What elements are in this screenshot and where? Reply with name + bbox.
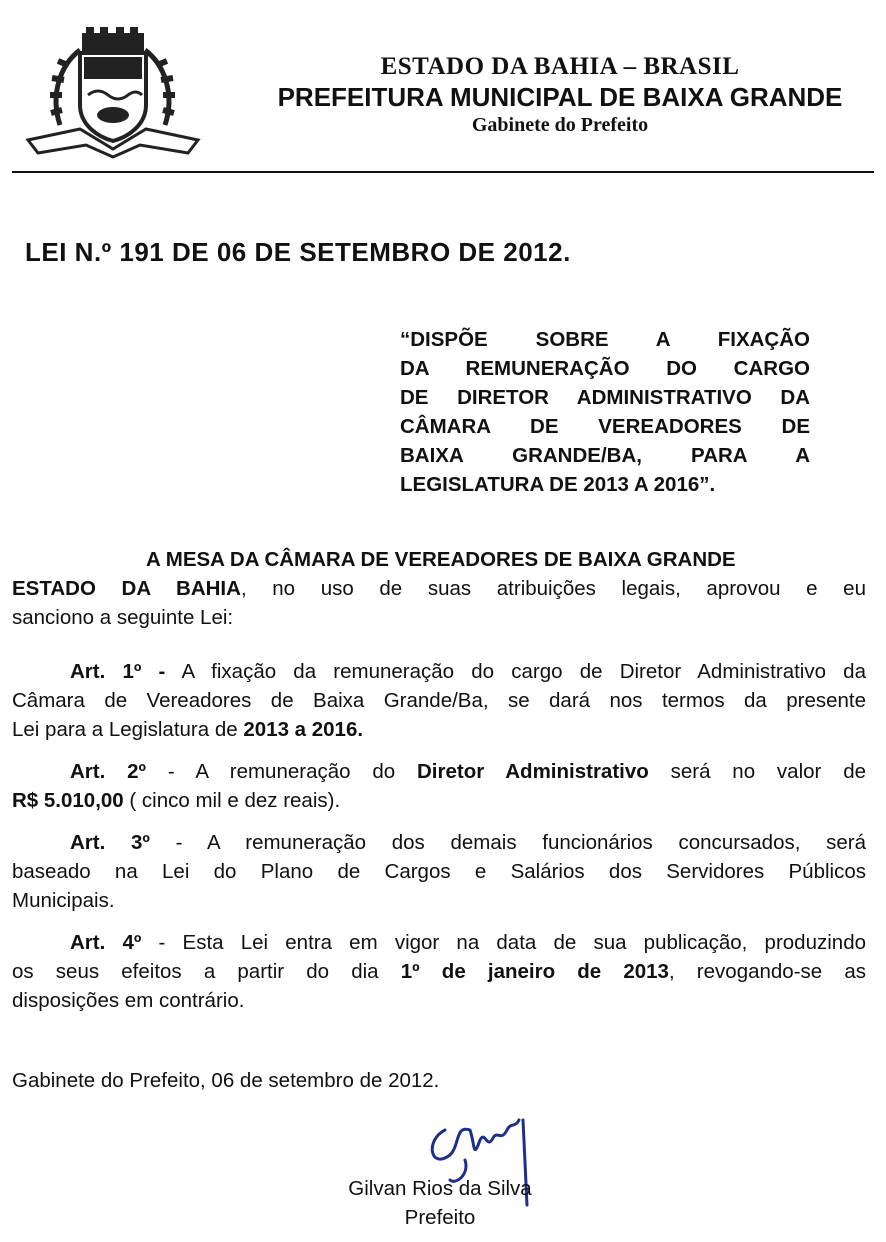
article-label: Art. 1º - — [70, 660, 166, 683]
ementa-line: “DISPÕE SOBRE A FIXAÇÃO — [400, 328, 810, 351]
article-text: - Esta Lei entra em vigor na data de sua publicação, produzindo — [141, 931, 866, 954]
preamble-bold: ESTADO DA BAHIA — [12, 577, 241, 600]
article-1 — [12, 657, 866, 744]
signer-name: Gilvan Rios da Silva — [348, 1177, 532, 1200]
article-text: Municipais. — [12, 889, 115, 912]
article-bold: 1º de janeiro de 2013 — [400, 960, 669, 983]
article-label: Art. 4º — [70, 931, 142, 954]
ementa — [400, 325, 810, 499]
article-text: Lei para a Legislatura de — [12, 718, 244, 741]
article-label: Art. 3º — [70, 831, 150, 854]
state-name: ESTADO DA BAHIA – BRASIL — [380, 53, 740, 80]
signer-title: Prefeito — [404, 1206, 476, 1229]
signer-block — [300, 1174, 580, 1232]
article-3 — [12, 828, 866, 915]
preamble-text: , no uso de suas atribuições legais, aprovou e eu — [240, 577, 866, 600]
article-text: A fixação da remuneração do cargo de Diretor Administrativo da — [165, 660, 866, 683]
article-bold: R$ 5.010,00 — [12, 789, 124, 812]
prefeitura-name: PREFEITURA MUNICIPAL DE BAIXA GRANDE — [277, 82, 843, 112]
article-2 — [12, 757, 866, 815]
ementa-line: CÂMARA DE VEREADORES DE — [400, 415, 810, 438]
coat-of-arms-icon — [20, 25, 205, 160]
law-title: LEI N.º 191 DE 06 DE SETEMBRO DE 2012. — [25, 237, 571, 267]
letterhead — [240, 52, 880, 138]
article-text: - A remuneração dos demais funcionários concursados, será — [149, 831, 867, 854]
preamble-text: sanciono a seguinte Lei: — [12, 606, 234, 629]
ementa-line: BAIXA GRANDE/BA, PARA A — [400, 444, 810, 467]
article-text: ( cinco mil e dez reais). — [123, 789, 341, 812]
gabinete-name: Gabinete do Prefeito — [471, 114, 649, 136]
article-text: será no valor de — [648, 760, 866, 783]
article-text: os seus efeitos a partir do dia — [12, 960, 401, 983]
article-text: baseado na Lei do Plano de Cargos e Salários dos Servidores Públicos — [12, 860, 866, 883]
ementa-line: DE DIRETOR ADMINISTRATIVO DA — [400, 386, 810, 409]
preamble-bold: A MESA DA CÂMARA DE VEREADORES DE BAIXA GRANDE — [146, 548, 736, 571]
article-text: Câmara de Vereadores de Baixa Grande/Ba, se dará nos termos da presente — [12, 689, 866, 712]
article-text: disposições em contrário. — [12, 989, 245, 1012]
ementa-line: LEGISLATURA DE 2013 A 2016”. — [400, 473, 716, 496]
article-4 — [12, 928, 866, 1015]
ementa-line: DA REMUNERAÇÃO DO CARGO — [400, 357, 810, 380]
preamble-paragraph — [12, 545, 866, 632]
header-divider — [12, 171, 874, 173]
article-bold: 2013 a 2016. — [243, 718, 364, 741]
article-text: , revogando-se as — [668, 960, 866, 983]
article-bold: Diretor Administrativo — [416, 760, 649, 783]
article-text: - A remuneração do — [146, 760, 417, 783]
article-label: Art. 2º — [70, 760, 147, 783]
date-line: Gabinete do Prefeito, 06 de setembro de 2012. — [12, 1069, 440, 1092]
